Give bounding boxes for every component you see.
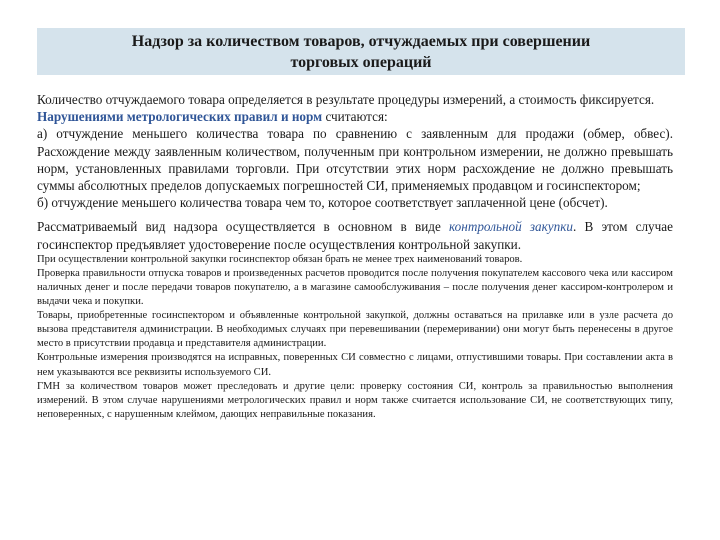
page-title-line-1: Надзор за количеством товаров, отчуждаемых при совершении xyxy=(131,33,591,50)
violations-highlight: Нарушениями метрологических правил и норм xyxy=(37,109,323,125)
supervision-paragraph xyxy=(37,218,673,252)
detail-paragraph: ГМН за количеством товаров может преследовать и другие цели: проверку состояния СИ, контроль за правильностью выполнения измерений. В этом случае нарушениями метрологических правил и норм также считается использование СИ, не соответствующих типу, неповеренных, с нарушенным клеймом, дающих неправильные показания. xyxy=(37,380,673,420)
supervision-text-after: . В этом случае госинспектор предъявляет удостоверение после осуществления контрольной закупки. xyxy=(37,219,673,252)
violations-heading xyxy=(37,108,673,125)
violation-item-b: б) отчуждение меньшего количества товара чем то, которое соответствует заплаченной цене (обсчет). xyxy=(37,195,608,211)
control-purchase-highlight: контрольной закупки xyxy=(449,219,573,235)
violations-heading-rest: считаются: xyxy=(322,109,388,125)
detail-paragraph: Товары, приобретенные госинспектором и объявленные контрольной закупкой, должны оставаться на прилавке или в узле расчета до вызова представителя администрации. В необходимых случаях при перевешивании (перемеривании) они могут быть перенесены в другое место в присутствии продавца и представителя администрации. xyxy=(37,310,673,350)
detail-paragraph: При осуществлении контрольной закупки госинспектор обязан брать не менее трех наименований товаров. xyxy=(37,253,523,265)
spacer xyxy=(37,211,673,218)
supervision-text-before: Рассматриваемый вид надзора осуществляется в основном в виде xyxy=(37,219,450,235)
intro-paragraph: Количество отчуждаемого товара определяется в результате процедуры измерений, а стоимость фиксируется. xyxy=(37,92,655,107)
title-banner xyxy=(37,28,685,75)
page-title-line-2: торговых операций xyxy=(290,54,432,71)
detail-paragraph: Контрольные измерения производятся на исправных, поверенных СИ совместно с лицами, отпустившими товары. При составлении акта в нем указываются все реквизиты используемого СИ. xyxy=(37,352,673,378)
detail-paragraph: Проверка правильности отпуска товаров и произведенных расчетов проводится после получения покупателем кассового чека или кассиром наличных денег и после передачи товаров покупателю, а в магазине самообслуживания – после получения денег кассиром-контролером и выдачи чека и покупки. xyxy=(37,267,673,308)
violation-item-a: а) отчуждение меньшего количества товара по сравнению с заявленным для продажи (обмер, обвес). Расхождение между заявленным количеством, полученным при контрольном измерении, не должно превышать норм, установленных правилами торговли. При отсутствии этих норм расхождение не должно превышать суммы абсолютных пределов допускаемых погрешностей СИ, применяемых продавцом и госинспектором; xyxy=(37,126,673,194)
body-content xyxy=(37,91,673,422)
